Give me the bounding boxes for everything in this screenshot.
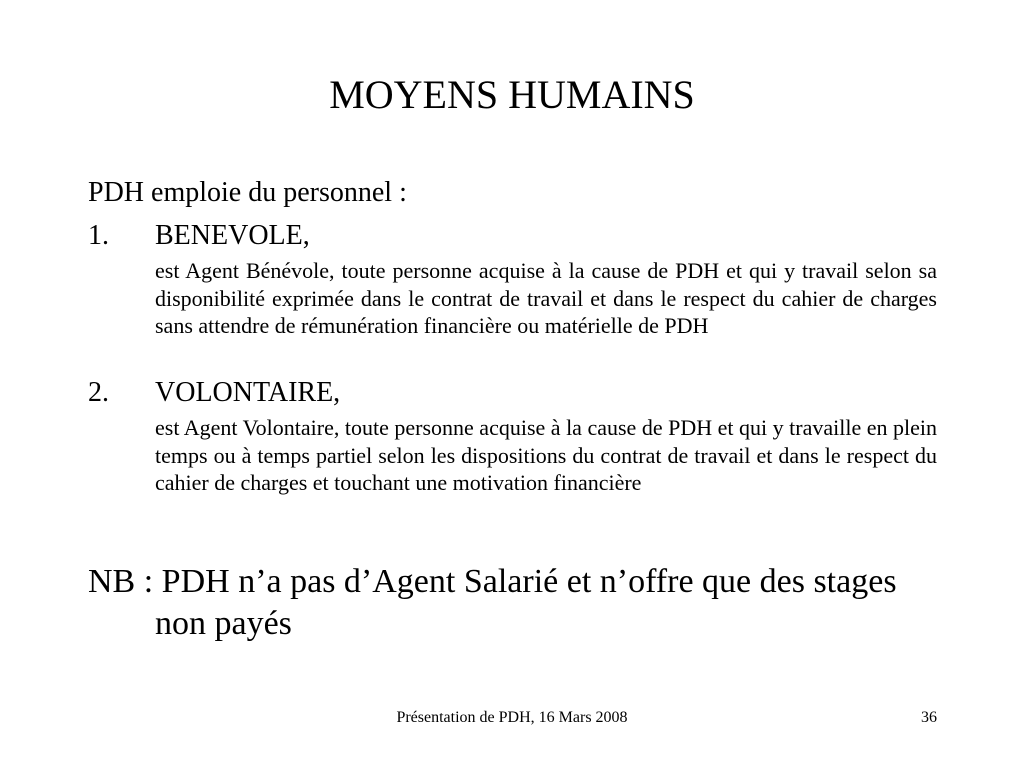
footer-caption: Présentation de PDH, 16 Mars 2008 bbox=[396, 709, 628, 726]
nb-note: NB : PDH n’a pas d’Agent Salarié et n’offre que des stages non payés bbox=[88, 563, 897, 642]
slide-title: MOYENS HUMAINS bbox=[329, 72, 695, 117]
list-item-number: 2. bbox=[88, 377, 109, 408]
list-item-volontaire bbox=[88, 376, 340, 410]
list-item-heading: BENEVOLE, bbox=[155, 220, 310, 251]
volontaire-description: est Agent Volontaire, toute personne acquise à la cause de PDH et qui y travaille en plein temps ou à temps partiel selon les dispositions du contrat de travail et dans le respect du cahier de charges et touchant une motivation financière bbox=[155, 415, 937, 495]
list-item-benevole bbox=[88, 219, 310, 253]
benevole-description: est Agent Bénévole, toute personne acquise à la cause de PDH et qui y travail selon sa disponibilité exprimée dans le contrat de travail et dans le respect du cahier de charges sans attendre de rémunération financière ou matérielle de PDH bbox=[155, 258, 937, 338]
list-item-number: 1. bbox=[88, 220, 109, 251]
page-number: 36 bbox=[921, 709, 937, 726]
list-item-heading: VOLONTAIRE, bbox=[155, 377, 341, 408]
intro-text: PDH emploie du personnel : bbox=[88, 177, 407, 208]
